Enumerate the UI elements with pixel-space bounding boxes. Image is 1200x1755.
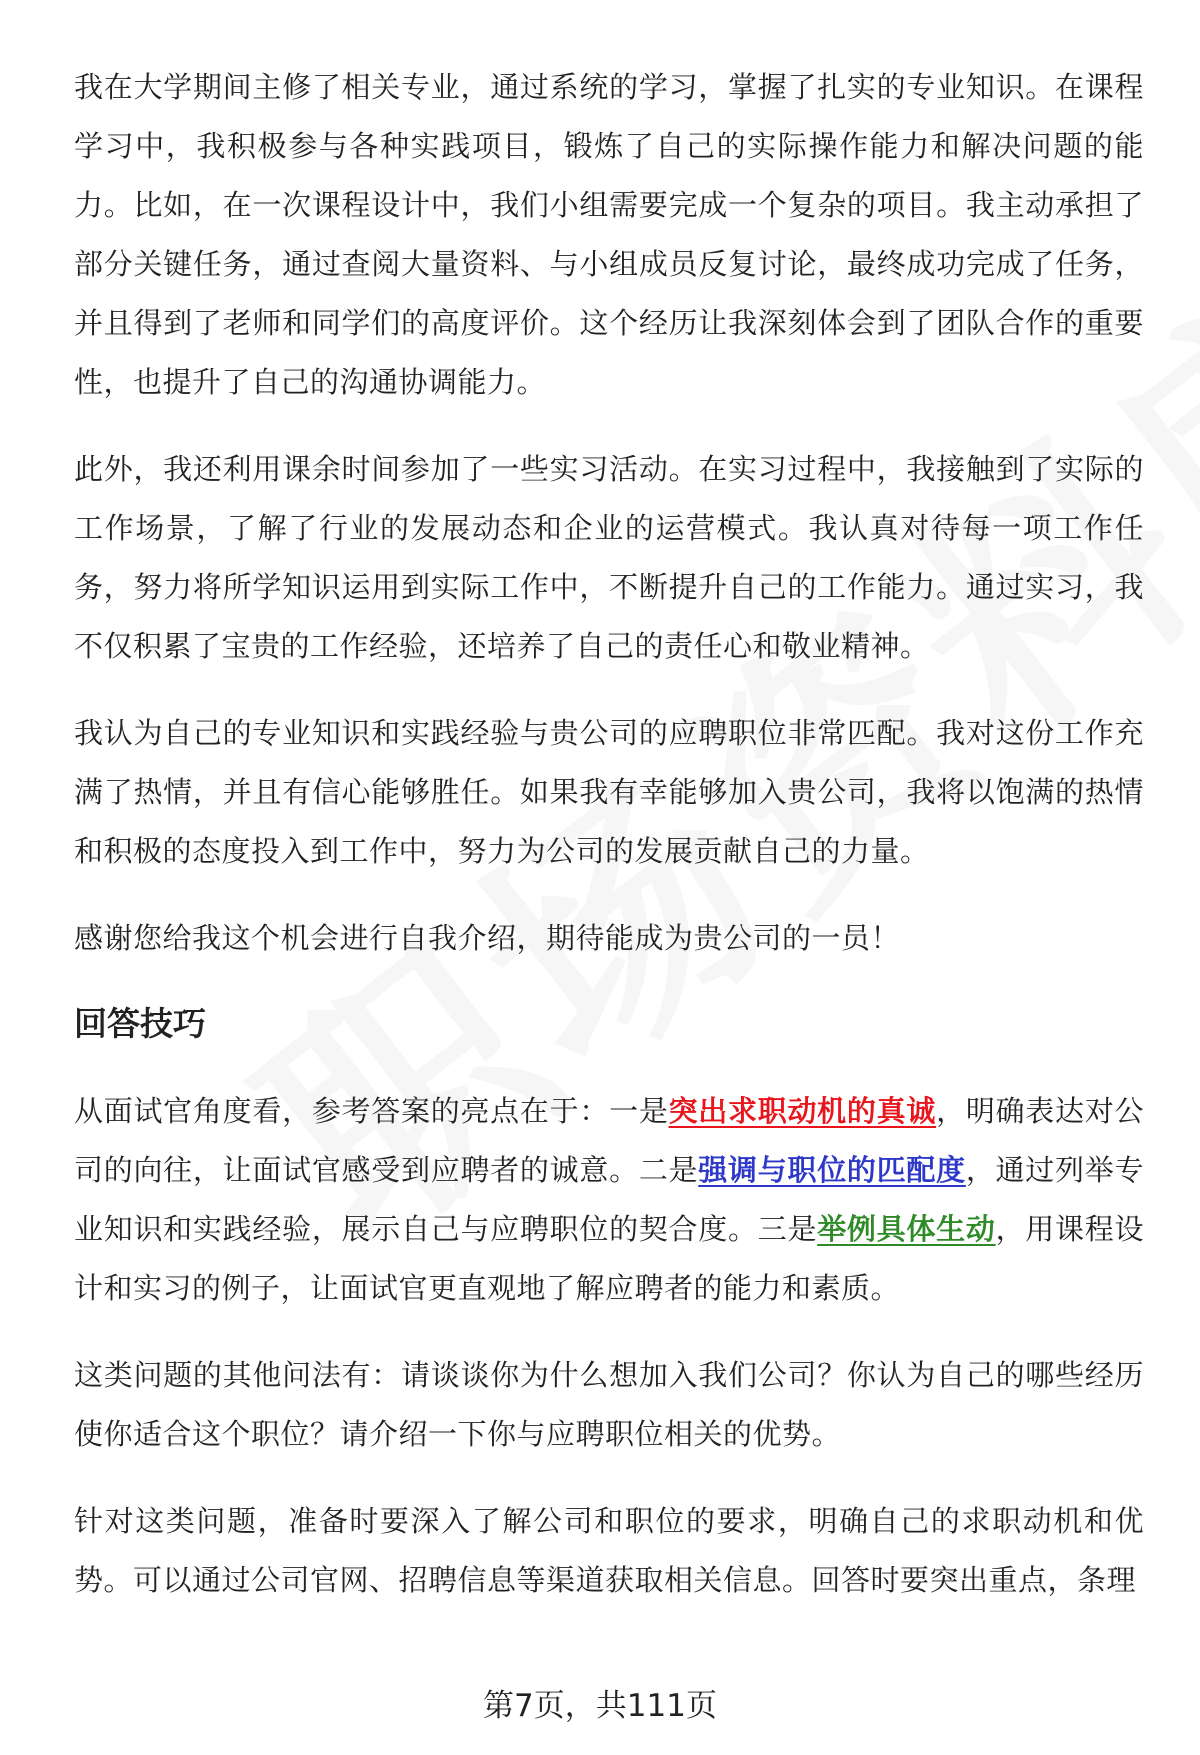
paragraph-internship: 此外，我还利用课余时间参加了一些实习活动。在实习过程中，我接触到了实际的工作场景，了解了行业的发展动态和企业的运营模式。我认真对待每一项工作任务，努力将所学知识运用到实际工作中，不断提升自己的工作能力。通过实习，我不仅积累了宝贵的工作经验，还培养了自己的责任心和敬业精神。 [74,452,1144,663]
paragraph-preparation: 针对这类问题，准备时要深入了解公司和职位的要求，明确自己的求职动机和优势。可以通过公司官网、招聘信息等渠道获取相关信息。回答时要突出重点，条理 [74,1504,1144,1597]
tips-text-4: ，用课程设计和实习的例子，让面试官更直观地了解应聘者的能力和素质。 [74,1212,1144,1305]
paragraph-match: 我认为自己的专业知识和实践经验与贵公司的应聘职位非常匹配。我对这份工作充满了热情，并且有信心能够胜任。如果我有幸能够加入贵公司，我将以饱满的热情和积极的态度投入到工作中，努力为公司的发展贡献自己的力量。 [74,716,1144,868]
tips-text-2: ，明确表达对公司的向往，让面试官感受到应聘者的诚意。二是 [74,1094,1144,1187]
highlight-examples: 举例具体生动 [817,1212,996,1246]
highlight-sincerity: 突出求职动机的真诚 [668,1094,937,1128]
document-body [74,58,1144,1638]
highlight-match: 强调与职位的匹配度 [698,1153,966,1187]
paragraph-study: 我在大学期间主修了相关专业，通过系统的学习，掌握了扎实的专业知识。在课程学习中，我积极参与各种实践项目，锻炼了自己的实际操作能力和解决问题的能力。比如，在一次课程设计中，我们小组需要完成一个复杂的项目。我主动承担了部分关键任务，通过查阅大量资料、与小组成员反复讨论，最终成功完成了任务，并且得到了老师和同学们的高度评价。这个经历让我深刻体会到了团队合作的重要性，也提升了自己的沟通协调能力。 [74,70,1144,399]
tips-text-1: 从面试官角度看，参考答案的亮点在于：一是 [74,1094,669,1128]
paragraph-tips [74,1082,1144,1318]
section-heading: 回答技巧 [74,1004,206,1043]
paragraph-other-questions: 这类问题的其他问法有：请谈谈你为什么想加入我们公司？你认为自己的哪些经历使你适合这个职位？请介绍一下你与应聘职位相关的优势。 [74,1358,1144,1451]
page-number: 第7页，共111页 [483,1688,717,1724]
paragraph-thanks: 感谢您给我这个机会进行自我介绍，期待能成为贵公司的一员！ [74,921,901,955]
tips-text-3: ，通过列举专业知识和实践经验，展示自己与应聘职位的契合度。三是 [74,1153,1144,1246]
